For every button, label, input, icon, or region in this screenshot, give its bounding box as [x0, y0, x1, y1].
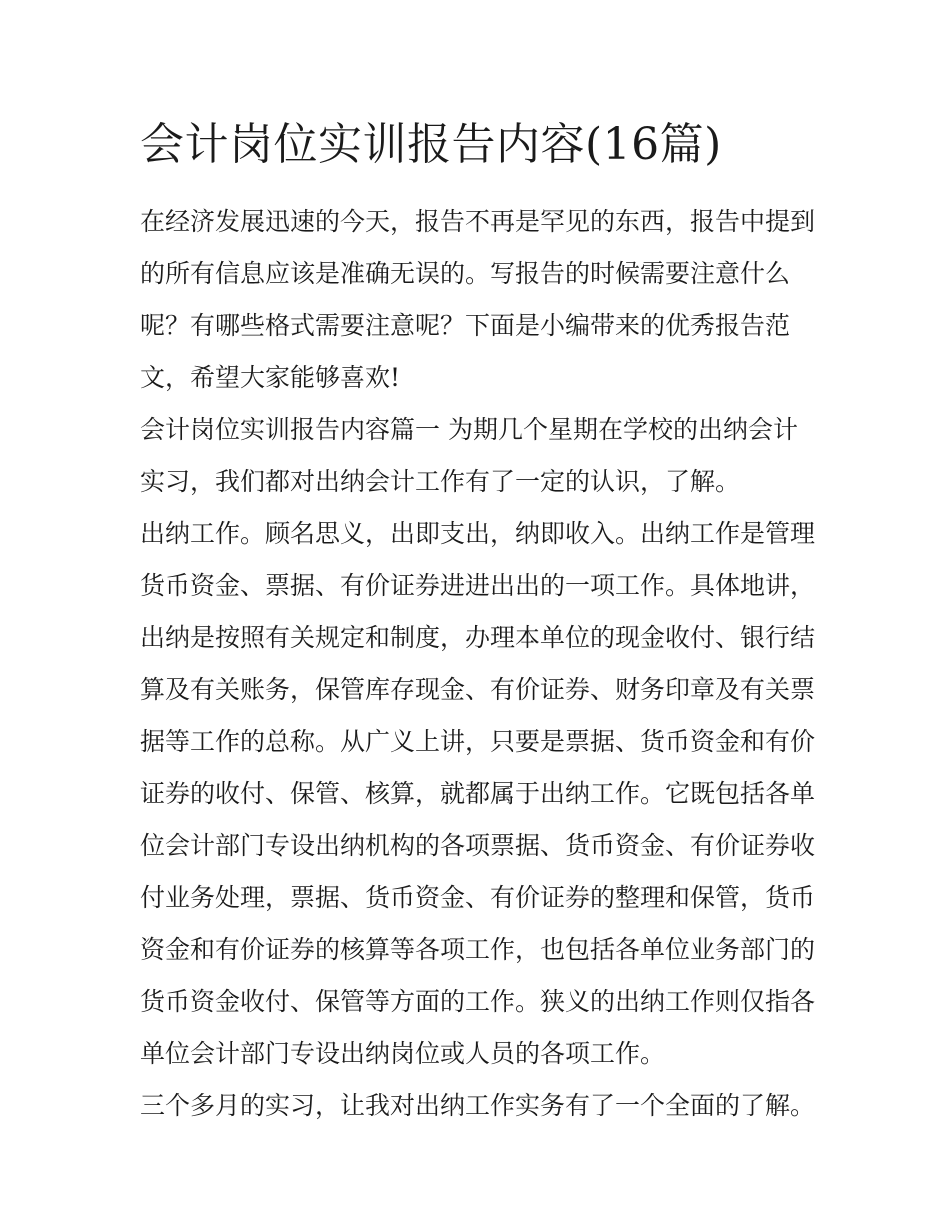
paragraph-intro: [140, 196, 820, 404]
text-line: 据等工作的总称。从广义上讲，只要是票据、货币资金和有价: [140, 727, 816, 756]
text-line: 的所有信息应该是准确无误的。写报告的时候需要注意什么: [140, 259, 791, 288]
text-line: 出纳工作。顾名思义，出即支出，纳即收入。出纳工作是管理: [140, 519, 816, 548]
text-line: 实习，我们都对出纳会计工作有了一定的认识，了解。: [140, 467, 741, 496]
document-title: 会计岗位实训报告内容(16篇): [140, 119, 722, 170]
text-line: 证券的收付、保管、核算，就都属于出纳工作。它既包括各单: [140, 779, 816, 808]
text-line: 位会计部门专设出纳机构的各项票据、货币资金、有价证券收: [140, 831, 816, 860]
text-line: 资金和有价证券的核算等各项工作，也包括各单位业务部门的: [140, 935, 816, 964]
text-line: 文，希望大家能够喜欢!: [140, 363, 401, 392]
text-line: 付业务处理，票据、货币资金、有价证券的整理和保管，货币: [140, 883, 816, 912]
document-body: [140, 196, 820, 1132]
text-line: 呢？有哪些格式需要注意呢？下面是小编带来的优秀报告范: [140, 311, 791, 340]
paragraph-section-one: [140, 404, 820, 508]
text-line: 算及有关账务，保管库存现金、有价证券、财务印章及有关票: [140, 675, 816, 704]
text-line: 货币资金收付、保管等方面的工作。狭义的出纳工作则仅指各: [140, 987, 816, 1016]
text-line: 三个多月的实习，让我对出纳工作实务有了一个全面的了解。: [140, 1091, 816, 1120]
paragraph-cashier-definition: [140, 508, 820, 1080]
text-line: 会计岗位实训报告内容篇一 为期几个星期在学校的出纳会计: [140, 415, 798, 444]
text-line: 货币资金、票据、有价证券进进出出的一项工作。具体地讲，: [140, 571, 816, 600]
text-line: 出纳是按照有关规定和制度，办理本单位的现金收付、银行结: [140, 623, 816, 652]
text-line: 在经济发展迅速的今天，报告不再是罕见的东西，报告中提到: [140, 207, 816, 236]
text-line: 单位会计部门专设出纳岗位或人员的各项工作。: [140, 1039, 666, 1068]
paragraph-internship-summary: [140, 1080, 820, 1132]
